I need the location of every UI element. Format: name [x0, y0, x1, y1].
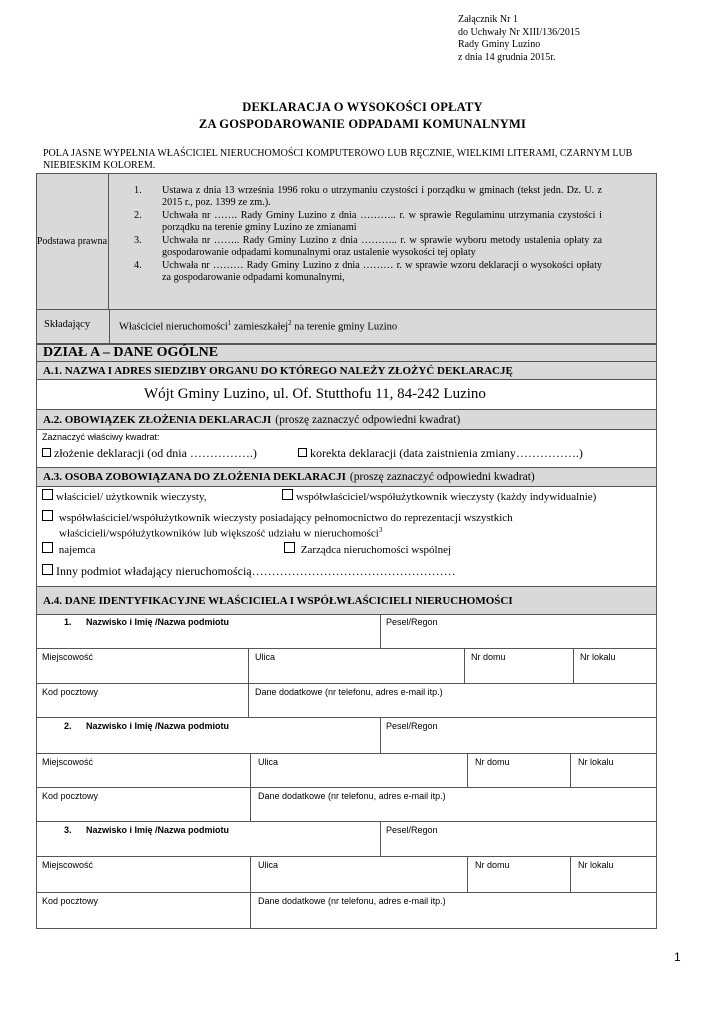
checkbox[interactable]	[284, 542, 295, 553]
checkbox[interactable]	[42, 542, 53, 553]
a3-option-tenant-label: najemca	[58, 544, 96, 556]
annex-header	[458, 14, 580, 64]
page-number: 1	[674, 950, 681, 964]
checkbox[interactable]	[42, 448, 51, 457]
owner-1-street-label: Ulica	[255, 652, 276, 662]
a1-title: A.1. NAZWA I ADRES SIEDZIBY ORGANU DO KTÓREGO NALEŻY ZŁOŻYĆ DEKLARACJĘ	[36, 362, 657, 380]
annex-line-4: z dnia 14 grudnia 2015r.	[458, 51, 556, 63]
a3-option-other[interactable]	[42, 564, 456, 579]
legal-item-text: Uchwała nr ……. Rady Gminy Luzino z dnia ……….. r. w sprawie Regulaminu utrzymania czystości i porządku na terenie gminy Luzino ze zmianami	[162, 210, 602, 233]
owner-2-name-label: Nazwisko i Imię /Nazwa podmiotu	[86, 721, 230, 731]
a3-option-owner[interactable]	[42, 489, 207, 503]
a3-option-other-label: Inny podmiot władający nieruchomością……………………………………………	[56, 564, 456, 578]
filer-value	[119, 319, 397, 333]
a1-authority-address: Wójt Gminy Luzino, ul. Of. Stutthofu 11, 84-242 Luzino	[144, 386, 486, 402]
section-a-title: DZIAŁ A – DANE OGÓLNE	[36, 344, 657, 362]
a2-option-submission[interactable]	[42, 446, 257, 461]
a2-subtitle: Zaznaczyć właściwy kwadrat:	[42, 432, 160, 442]
document-title-line-2: ZA GOSPODAROWANIE ODPADAMI KOMUNALNYMI	[198, 117, 527, 131]
a3-option-tenant[interactable]	[42, 542, 95, 556]
a2-title: A.2. OBOWIĄZEK ZŁOŻENIA DEKLARACJI	[43, 413, 272, 426]
legal-item-number: 4.	[134, 260, 142, 271]
legal-item-text: Uchwała nr …….. Rady Gminy Luzino z dnia ……….. r. w sprawie wyboru metody ustalenia opłaty za gospodarowanie odpadami komunalnymi oraz ustalenie wysokości tej opłaty	[162, 235, 602, 258]
checkbox[interactable]	[282, 489, 293, 500]
footnote-ref-1: 1	[227, 319, 232, 327]
annex-line-1: Załącznik Nr 1	[458, 14, 518, 25]
a3-option-representative-text: właścicieli/współużytkowników lub większość udziału w nieruchomości	[59, 527, 379, 540]
legal-basis-item	[120, 210, 602, 234]
owner-3-name-label: Nazwisko i Imię /Nazwa podmiotu	[86, 825, 230, 835]
a2-hint: (proszę zaznaczyć odpowiedni kwadrat)	[275, 413, 461, 426]
a3-hint: (proszę zaznaczyć odpowiedni kwadrat)	[349, 471, 535, 483]
owner-2-extra-label: Dane dodatkowe (nr telefonu, adres e-mail itp.)	[258, 791, 446, 801]
owner-2-street-label: Ulica	[258, 757, 279, 767]
filer-value-b: zamieszkałej	[231, 321, 289, 333]
owner-2-city-label: Miejscowość	[42, 757, 94, 767]
a2-option-correction[interactable]	[298, 446, 583, 461]
owner-3-number: 3.	[64, 825, 72, 835]
checkbox[interactable]	[42, 510, 53, 521]
annex-line-2: do Uchwały Nr XIII/136/2015	[458, 26, 580, 38]
owner-1-pesel-label: Pesel/Regon	[386, 617, 438, 627]
owner-2-street-cell[interactable]	[250, 753, 468, 788]
a3-option-co-owner-label: współwłaściciel/współużytkownik wieczysty (każdy indywidualnie)	[296, 491, 597, 503]
legal-basis-list	[120, 185, 602, 284]
a2-option-correction-label: korekta deklaracji (data zaistnienia zmiany…………….)	[310, 446, 583, 460]
owner-3-street-label: Ulica	[258, 860, 279, 870]
legal-item-number: 1.	[134, 185, 142, 196]
annex-line-3: Rady Gminy Luzino	[458, 39, 541, 50]
owner-3-extra-label: Dane dodatkowe (nr telefonu, adres e-mail itp.)	[258, 896, 446, 906]
legal-item-number: 2.	[134, 210, 142, 221]
owner-1-street-cell[interactable]	[248, 648, 465, 684]
a3-option-co-owner[interactable]	[282, 489, 596, 503]
owner-3-zip-label: Kod pocztowy	[42, 896, 99, 906]
footnote-ref-3: 3	[378, 526, 383, 534]
filer-value-a: Właściciel nieruchomości	[119, 321, 228, 333]
owner-3-flat-label: Nr lokalu	[578, 860, 614, 870]
checkbox[interactable]	[42, 489, 53, 500]
legal-basis-item	[120, 260, 602, 284]
owner-3-pesel-label: Pesel/Regon	[386, 825, 438, 835]
a2-option-submission-label: złożenie deklaracji (od dnia …………….)	[54, 446, 257, 460]
owner-2-number: 2.	[64, 721, 72, 731]
footnote-ref-2: 2	[288, 319, 292, 327]
a3-title: A.3. OSOBA ZOBOWIĄZANA DO ZŁOŻENIA DEKLARACJI	[43, 471, 346, 483]
a3-header	[36, 468, 657, 487]
checkbox[interactable]	[298, 448, 307, 457]
checkbox[interactable]	[42, 564, 53, 575]
owner-2-house-label: Nr domu	[475, 757, 510, 767]
a3-option-representative-line-1: współwłaściciel/współużytkownik wieczysty posiadający pełnomocnictwo do reprezentacji wszystkich	[58, 512, 513, 524]
owner-1-flat-label: Nr lokalu	[580, 652, 616, 662]
owner-2-flat-label: Nr lokalu	[578, 757, 614, 767]
legal-item-number: 3.	[134, 235, 142, 246]
legal-item-text: Ustawa z dnia 13 września 1996 roku o utrzymaniu czystości i porządku w gminach (tekst jedn. Dz. U. z 2015 r., poz. 1399 ze zm.).	[162, 185, 602, 208]
a3-option-administrator-label: Zarządca nieruchomości wspólnej	[300, 544, 452, 556]
legal-basis-item	[120, 185, 602, 209]
owner-1-number: 1.	[64, 617, 72, 627]
legal-basis-label: Podstawa prawna	[36, 173, 109, 310]
legal-basis-item	[120, 235, 602, 259]
fill-instruction: POLA JASNE WYPEŁNIA WŁAŚCICIEL NIERUCHOMOŚCI KOMPUTEROWO LUB RĘCZNIE, WIELKIMI LITERAMI, CZARNYM LUB NIEBIESKIM KOLOREM.	[43, 148, 633, 171]
filer-value-c: na terenie gminy Luzino	[291, 321, 398, 333]
a3-option-owner-label: właściciel/ użytkownik wieczysty,	[56, 491, 207, 503]
owner-1-extra-label: Dane dodatkowe (nr telefonu, adres e-mail itp.)	[255, 687, 443, 697]
a2-header	[36, 410, 657, 430]
a4-title: A.4. DANE IDENTYFIKACYJNE WŁAŚCICIELA I WSPÓŁWŁAŚCICIELI NIERUCHOMOŚCI	[36, 587, 657, 615]
owner-1-house-label: Nr domu	[471, 652, 506, 662]
filer-label: Składający	[44, 319, 91, 330]
owner-3-city-label: Miejscowość	[42, 860, 94, 870]
a3-option-administrator[interactable]	[284, 542, 451, 556]
owner-3-house-label: Nr domu	[475, 860, 510, 870]
a3-option-representative-line-2	[59, 526, 382, 540]
owner-1-city-label: Miejscowość	[42, 652, 94, 662]
owner-2-zip-label: Kod pocztowy	[42, 791, 99, 801]
owner-2-pesel-label: Pesel/Regon	[386, 721, 438, 731]
owner-1-name-label: Nazwisko i Imię /Nazwa podmiotu	[86, 617, 230, 627]
document-title-line-1: DEKLARACJA O WYSOKOŚCI OPŁATY	[242, 100, 483, 114]
owner-3-street-cell[interactable]	[250, 856, 468, 893]
owner-1-zip-label: Kod pocztowy	[42, 687, 99, 697]
legal-item-text: Uchwała nr ……… Rady Gminy Luzino z dnia ……… r. w sprawie wzoru deklaracji o wysokości opłaty za gospodarowanie odpadami komunalnymi,	[162, 260, 602, 283]
a3-option-co-owner-representative[interactable]	[42, 510, 513, 524]
